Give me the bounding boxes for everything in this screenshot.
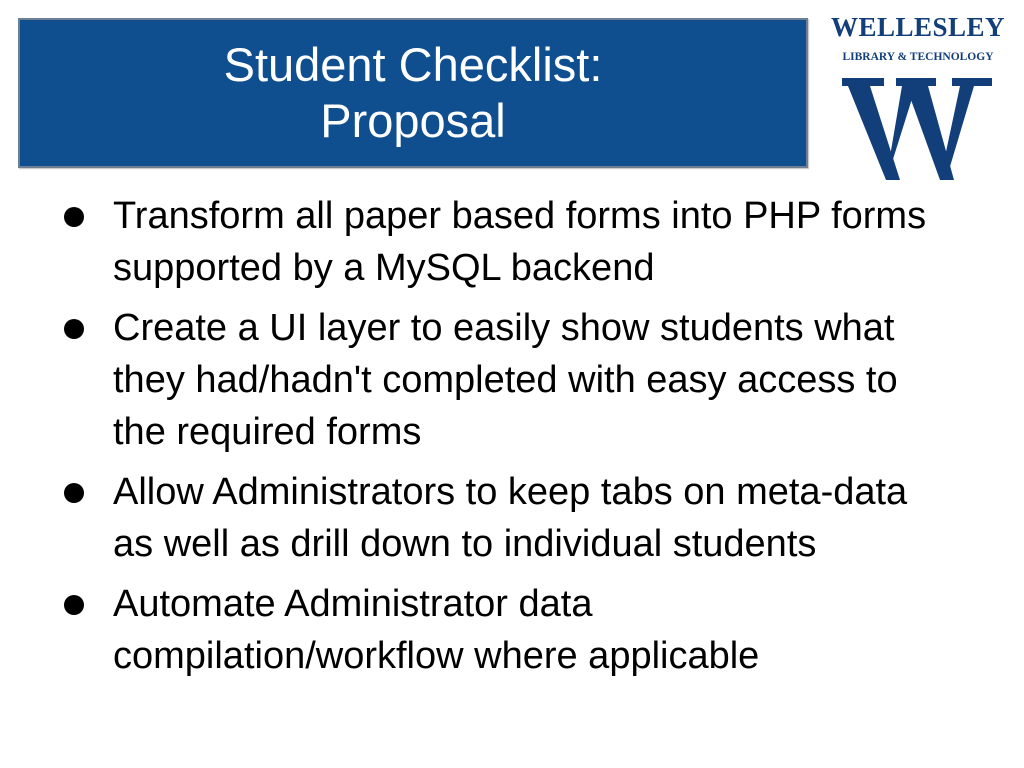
bullet-text: Create a UI layer to easily show students what they had/hadn't completed with easy access to the required forms — [113, 307, 898, 453]
bullet-dot-icon — [64, 319, 84, 339]
slide-title-line-2: Proposal — [320, 94, 506, 147]
bullet-dot-icon — [64, 595, 84, 615]
bullet-text: Automate Administrator data compilation/workflow where applicable — [113, 583, 760, 677]
logo-wordmark: WELLESLEY — [830, 12, 1006, 42]
bullet-item — [0, 466, 933, 570]
slide-title-line-1: Student Checklist: — [223, 38, 603, 91]
bullet-text: Allow Administrators to keep tabs on meta-data as well as drill down to individual students — [113, 471, 908, 565]
logo-subtitle: LIBRARY & TECHNOLOGY — [842, 51, 994, 63]
wellesley-logo — [826, 12, 1010, 172]
bullet-item — [0, 578, 933, 682]
bullet-dot-icon — [64, 207, 84, 227]
wellesley-w-icon — [842, 72, 992, 184]
bullet-text: Transform all paper based forms into PHP forms supported by a MySQL backend — [113, 195, 927, 289]
slide-title-banner — [18, 18, 808, 168]
bullet-dot-icon — [64, 483, 84, 503]
bullet-item — [0, 190, 933, 294]
bullet-list — [0, 190, 1024, 690]
bullet-item — [0, 302, 933, 458]
